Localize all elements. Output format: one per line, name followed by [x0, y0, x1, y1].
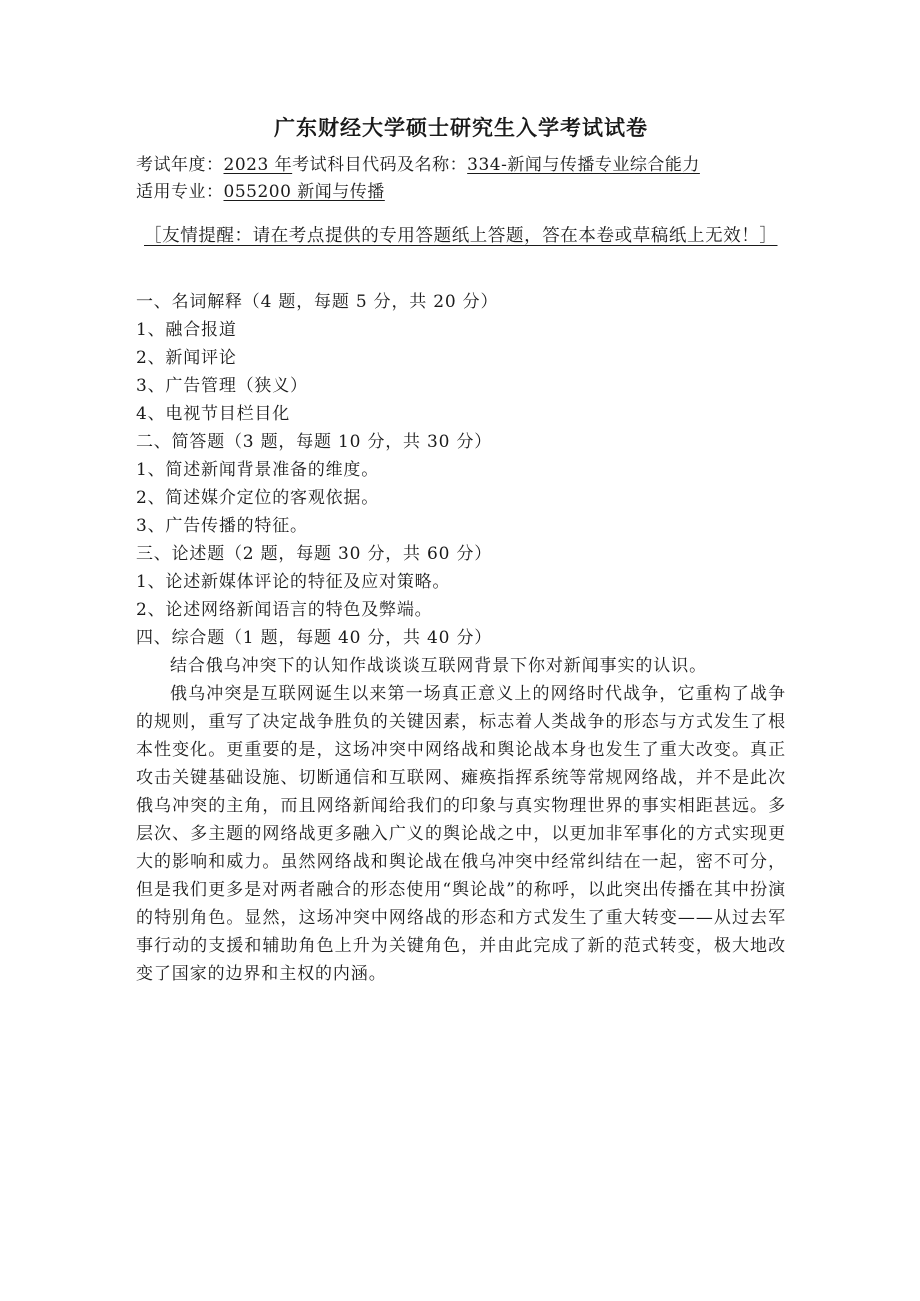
section-heading-4: 四、综合题（1 题，每题 40 分，共 40 分）: [136, 628, 493, 648]
question-item: 1、简述新闻背景准备的维度。: [136, 460, 380, 480]
subject-label: 考试科目代码及名称：: [292, 155, 468, 175]
question-item: 1、融合报道: [136, 320, 237, 340]
major-value: 055200 新闻与传播: [223, 182, 385, 202]
major-label: 适用专业：: [136, 182, 224, 202]
comprehensive-prompt: 结合俄乌冲突下的认知作战谈谈互联网背景下你对新闻事实的认识。: [170, 656, 707, 676]
exam-year-label: 考试年度：: [136, 155, 224, 175]
question-item: 1、论述新媒体评论的特征及应对策略。: [136, 572, 451, 592]
friendly-reminder: ［友情提醒：请在考点提供的专用答题纸上答题，答在本卷或草稿纸上无效！］: [144, 226, 778, 246]
section-heading-1: 一、名词解释（4 题，每题 5 分，共 20 分）: [136, 292, 499, 312]
page-title: 广东财经大学硕士研究生入学考试试卷: [274, 115, 648, 140]
question-item: 2、新闻评论: [136, 348, 237, 368]
question-item: 3、广告管理（狭义）: [136, 376, 308, 396]
question-item: 2、简述媒介定位的客观依据。: [136, 488, 380, 508]
question-item: 4、电视节目栏目化: [136, 404, 291, 424]
subject-value: 334-新闻与传播专业综合能力: [467, 155, 700, 175]
exam-year-value: 2023 年: [223, 155, 293, 175]
exam-info-line: [136, 152, 786, 179]
major-info-line: [136, 179, 786, 206]
question-item: 2、论述网络新闻语言的特色及弊端。: [136, 600, 433, 620]
question-item: 3、广告传播的特征。: [136, 516, 308, 536]
exam-paper: [136, 112, 786, 988]
section-heading-3: 三、论述题（2 题，每题 30 分，共 60 分）: [136, 544, 493, 564]
comprehensive-material: 俄乌冲突是互联网诞生以来第一场真正意义上的网络时代战争，它重构了战争的规则，重写了决定战争胜负的关键因素，标志着人类战争的形态与方式发生了根本性变化。更重要的是，这场冲突中网络战和舆论战本身也发生了重大改变。真正攻击关键基础设施、切断通信和互联网、瘫痪指挥系统等常规网络战，并不是此次俄乌冲突的主角，而且网络新闻给我们的印象与真实物理世界的事实相距甚远。多层次、多主题的网络战更多融入广义的舆论战之中，以更加非军事化的方式实现更大的影响和威力。虽然网络战和舆论战在俄乌冲突中经常纠结在一起，密不可分，但是我们更多是对两者融合的形态使用“舆论战”的称呼，以此突出传播在其中扮演的特别角色。显然，这场冲突中网络战的形态和方式发生了重大转变——从过去军事行动的支援和辅助角色上升为关键角色，并由此完成了新的范式转变，极大地改变了国家的边界和主权的内涵。: [136, 684, 786, 984]
section-heading-2: 二、简答题（3 题，每题 10 分，共 30 分）: [136, 432, 493, 452]
question-list: [136, 288, 786, 988]
